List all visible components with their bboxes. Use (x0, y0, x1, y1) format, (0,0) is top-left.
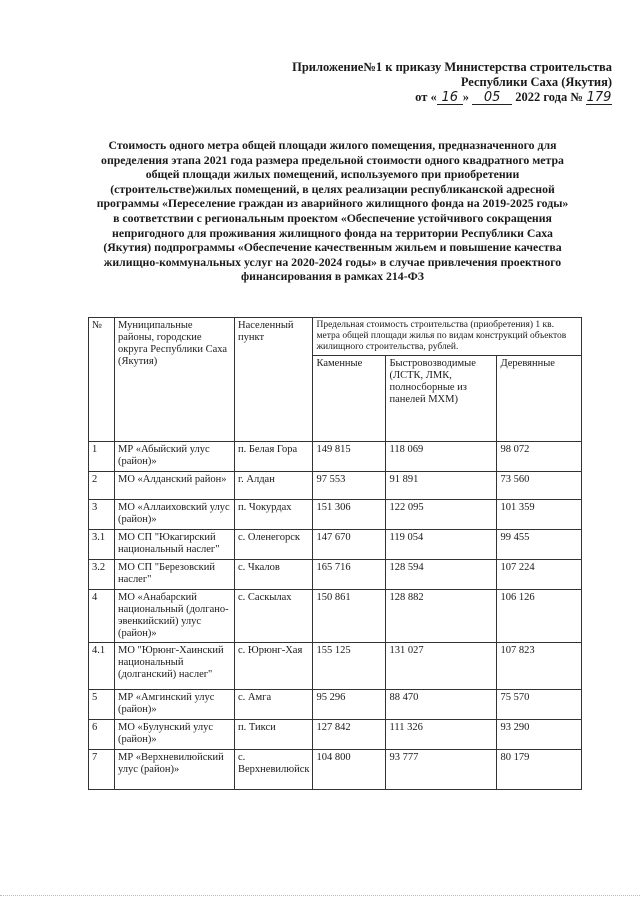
row-settlement: п. Тикси (235, 720, 313, 750)
row-num: 5 (89, 690, 115, 720)
row-wood-price: 107 823 (497, 643, 582, 690)
table-row (89, 560, 582, 590)
row-stone-price: 155 125 (313, 643, 386, 690)
row-municipality: МО «Аллаиховский улус (район)» (115, 500, 235, 530)
row-fast-price: 118 069 (386, 442, 497, 472)
row-wood-price: 73 560 (497, 472, 582, 500)
row-municipality: МО СП "Березовский наслег" (115, 560, 235, 590)
table-body (89, 442, 582, 790)
title-line: определения этапа 2021 года размера предельной стоимости одного квадратного метра (101, 152, 564, 167)
row-settlement: с. Чкалов (235, 560, 313, 590)
row-stone-price: 150 861 (313, 590, 386, 643)
header-price-group: Предельная стоимость строительства (приобретения) 1 кв. метра общей площади жилья по видам конструкций объектов жилищного строительства, рублей. (313, 318, 582, 356)
table-row (89, 500, 582, 530)
title-line: (Якутия) подпрограммы «Обеспечение качественным жильем и повышение качества (103, 240, 562, 255)
row-fast-price: 122 095 (386, 500, 497, 530)
row-wood-price: 107 224 (497, 560, 582, 590)
title-line: финансирования в рамках 214-ФЗ (240, 269, 424, 284)
row-fast-price: 131 027 (386, 643, 497, 690)
title-line: жилищно-коммунальных услуг на 2020-2024 годы» в случае привлечения проектного (103, 254, 562, 269)
row-fast-price: 128 882 (386, 590, 497, 643)
row-num: 2 (89, 472, 115, 500)
date-year-text: 2022 года № (515, 90, 583, 104)
header-stone: Каменные (313, 356, 386, 442)
row-settlement: с. Юрюнг-Хая (235, 643, 313, 690)
row-fast-price: 119 054 (386, 530, 497, 560)
document-number: 179 (586, 90, 612, 105)
row-fast-price: 91 891 (386, 472, 497, 500)
row-stone-price: 127 842 (313, 720, 386, 750)
row-settlement: п. Чокурдах (235, 500, 313, 530)
row-fast-price: 93 777 (386, 750, 497, 790)
row-stone-price: 104 800 (313, 750, 386, 790)
header-num: № (89, 318, 115, 442)
title-line: в соответствии с региональным проектом «Обеспечение устойчивого сокращения (113, 210, 552, 225)
price-table (88, 317, 582, 790)
table-row (89, 750, 582, 790)
row-settlement: с. Саскылах (235, 590, 313, 643)
table-row (89, 530, 582, 560)
date-month: 05 (472, 91, 512, 105)
row-municipality: МО «Анабарский национальный (долгано-эвенкийский) улус (район)» (115, 590, 235, 643)
table-row (89, 472, 582, 500)
row-wood-price: 106 126 (497, 590, 582, 643)
date-quote: » (462, 90, 469, 104)
document-header (252, 60, 612, 105)
page-edge (0, 895, 640, 897)
row-num: 4 (89, 590, 115, 643)
row-municipality: МР «Амгинский улус (район)» (115, 690, 235, 720)
row-num: 1 (89, 442, 115, 472)
row-stone-price: 97 553 (313, 472, 386, 500)
title-line: Стоимость одного метра общей площади жилого помещения, предназначенного для (108, 138, 557, 152)
row-num: 4.1 (89, 643, 115, 690)
row-wood-price: 98 072 (497, 442, 582, 472)
row-stone-price: 165 716 (313, 560, 386, 590)
row-municipality: МО СП "Юкагирский национальный наслег" (115, 530, 235, 560)
table-row (89, 720, 582, 750)
title-line: непригодного для проживания жилищного фонда на территории Республики Саха (112, 225, 553, 240)
row-stone-price: 147 670 (313, 530, 386, 560)
header-date-line (252, 90, 612, 105)
row-wood-price: 101 359 (497, 500, 582, 530)
header-settlement: Населенный пункт (235, 318, 313, 442)
row-stone-price: 95 296 (313, 690, 386, 720)
row-settlement: г. Алдан (235, 472, 313, 500)
row-num: 7 (89, 750, 115, 790)
row-settlement: с. Оленегорск (235, 530, 313, 560)
row-stone-price: 151 306 (313, 500, 386, 530)
row-municipality: МР «Верхневилюйский улус (район)» (115, 750, 235, 790)
row-settlement: п. Белая Гора (235, 442, 313, 472)
header-line-1: Приложение№1 к приказу Министерства строительства (292, 60, 612, 74)
date-prefix: от « (415, 90, 437, 104)
header-line-2: Республики Саха (Якутия) (460, 75, 612, 89)
row-fast-price: 111 326 (386, 720, 497, 750)
row-fast-price: 88 470 (386, 690, 497, 720)
row-stone-price: 149 815 (313, 442, 386, 472)
row-municipality: МО «Булунский улус (район)» (115, 720, 235, 750)
row-settlement: с. Амга (235, 690, 313, 720)
header-wood: Деревянные (497, 356, 582, 442)
table-row (89, 643, 582, 690)
row-num: 3.1 (89, 530, 115, 560)
date-day: 16 (437, 91, 463, 105)
row-fast-price: 128 594 (386, 560, 497, 590)
table-row (89, 690, 582, 720)
title-line: программы «Переселение граждан из аварийного жилищного фонда на 2019-2025 годы» (96, 196, 569, 211)
row-settlement: с. Верхневилюйск (235, 750, 313, 790)
title-line: (строительстве)жилых помещений, в целях реализации республиканской адресной (110, 181, 555, 196)
header-municipality: Муниципальные районы, городские округа Республики Саха (Якутия) (115, 318, 235, 442)
row-municipality: МО "Юрюнг-Хаинский национальный (долганский) наслег" (115, 643, 235, 690)
document-title (80, 138, 585, 284)
title-line: общей площади жилых помещений, используемого при приобретении (145, 167, 520, 182)
row-wood-price: 93 290 (497, 720, 582, 750)
row-num: 6 (89, 720, 115, 750)
table-row (89, 442, 582, 472)
header-fast: Быстровозводимые (ЛСТК, ЛМК, полносборные из панелей МХМ) (386, 356, 497, 442)
table-row (89, 590, 582, 643)
row-wood-price: 99 455 (497, 530, 582, 560)
row-num: 3 (89, 500, 115, 530)
row-municipality: МР «Абыйский улус (район)» (115, 442, 235, 472)
row-municipality: МО «Алданский район» (115, 472, 235, 500)
row-num: 3.2 (89, 560, 115, 590)
row-wood-price: 75 570 (497, 690, 582, 720)
row-wood-price: 80 179 (497, 750, 582, 790)
